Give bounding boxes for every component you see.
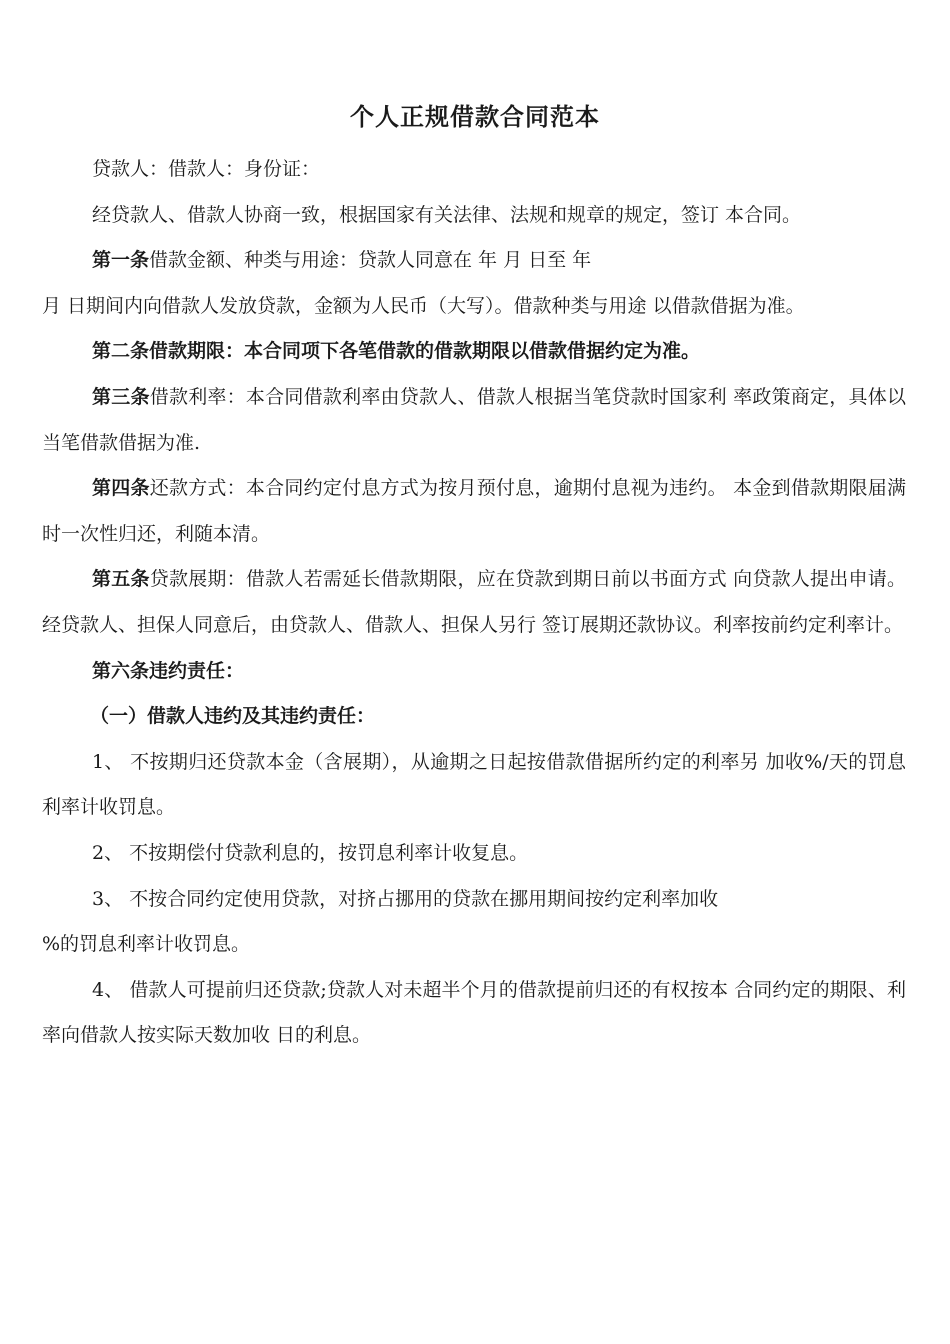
document-title: 个人正规借款合同范本 (350, 103, 600, 131)
article-6-item-3-line-1: 3、 不按合同约定使用贷款，对挤占挪用的贷款在挪用期间按约定利率加收 (92, 887, 719, 910)
article-1-line-1 (42, 238, 906, 284)
preamble: 经贷款人、借款人协商一致，根据国家有关法律、法规和规章的规定，签订 本合同。 (92, 203, 802, 226)
article-1-text-a: 借款金额、种类与用途：贷款人同意在 年 月 日至 年 (149, 249, 592, 272)
article-3-text: 借款利率：本合同借款利率由贷款人、借款人根据当笔贷款时国家利 率政策商定，具体以当笔借款借据为准. (42, 385, 906, 454)
article-4-text: 还款方式：本合同约定付息方式为按月预付息，逾期付息视为违约。 本金到借款期限届满时一次性归还，利随本清。 (42, 477, 906, 545)
article-4 (42, 466, 906, 557)
article-3-heading: 第三条 (92, 385, 150, 408)
article-5 (42, 557, 906, 648)
article-5-text: 贷款展期：借款人若需延长借款期限，应在贷款到期日前以书面方式 向贷款人提出申请。经贷款人、担保人同意后，由贷款人、借款人、担保人另行 签订展期还款协议。利率按前约定利率计。 (42, 568, 906, 636)
article-6-item-2: 2、 不按期偿付贷款利息的，按罚息利率计收复息。 (92, 841, 529, 864)
article-4-heading: 第四条 (92, 477, 150, 500)
article-2: 第二条借款期限：本合同项下各笔借款的借款期限以借款借据约定为准。 (92, 340, 701, 363)
article-6-item-1: 1、 不按期归还贷款本金（含展期），从逾期之日起按借款借据所约定的利率另 加收%/天的罚息利率计收罚息。 (42, 750, 906, 819)
article-3 (42, 375, 906, 466)
article-6-item-3-line-2: %的罚息利率计收罚息。 (42, 933, 251, 956)
article-6-item-4: 4、 借款人可提前归还贷款;贷款人对未超半个月的借款提前归还的有权按本 合同约定的期限、利率向借款人按实际天数加收 日的利息。 (42, 978, 906, 1047)
article-1-heading: 第一条 (92, 249, 150, 272)
document-body (42, 147, 906, 1059)
article-6-section-1-heading: （一）借款人违约及其违约责任： (90, 705, 376, 728)
article-1-line-2: 月 日期间内向借款人发放贷款，金额为人民币（大写）。借款种类与用途 以借款借据为准。 (42, 294, 805, 317)
parties-line: 贷款人：借款人：身份证： (92, 158, 321, 180)
article-5-heading: 第五条 (92, 568, 150, 591)
article-6-heading: 第六条违约责任： (92, 659, 245, 682)
